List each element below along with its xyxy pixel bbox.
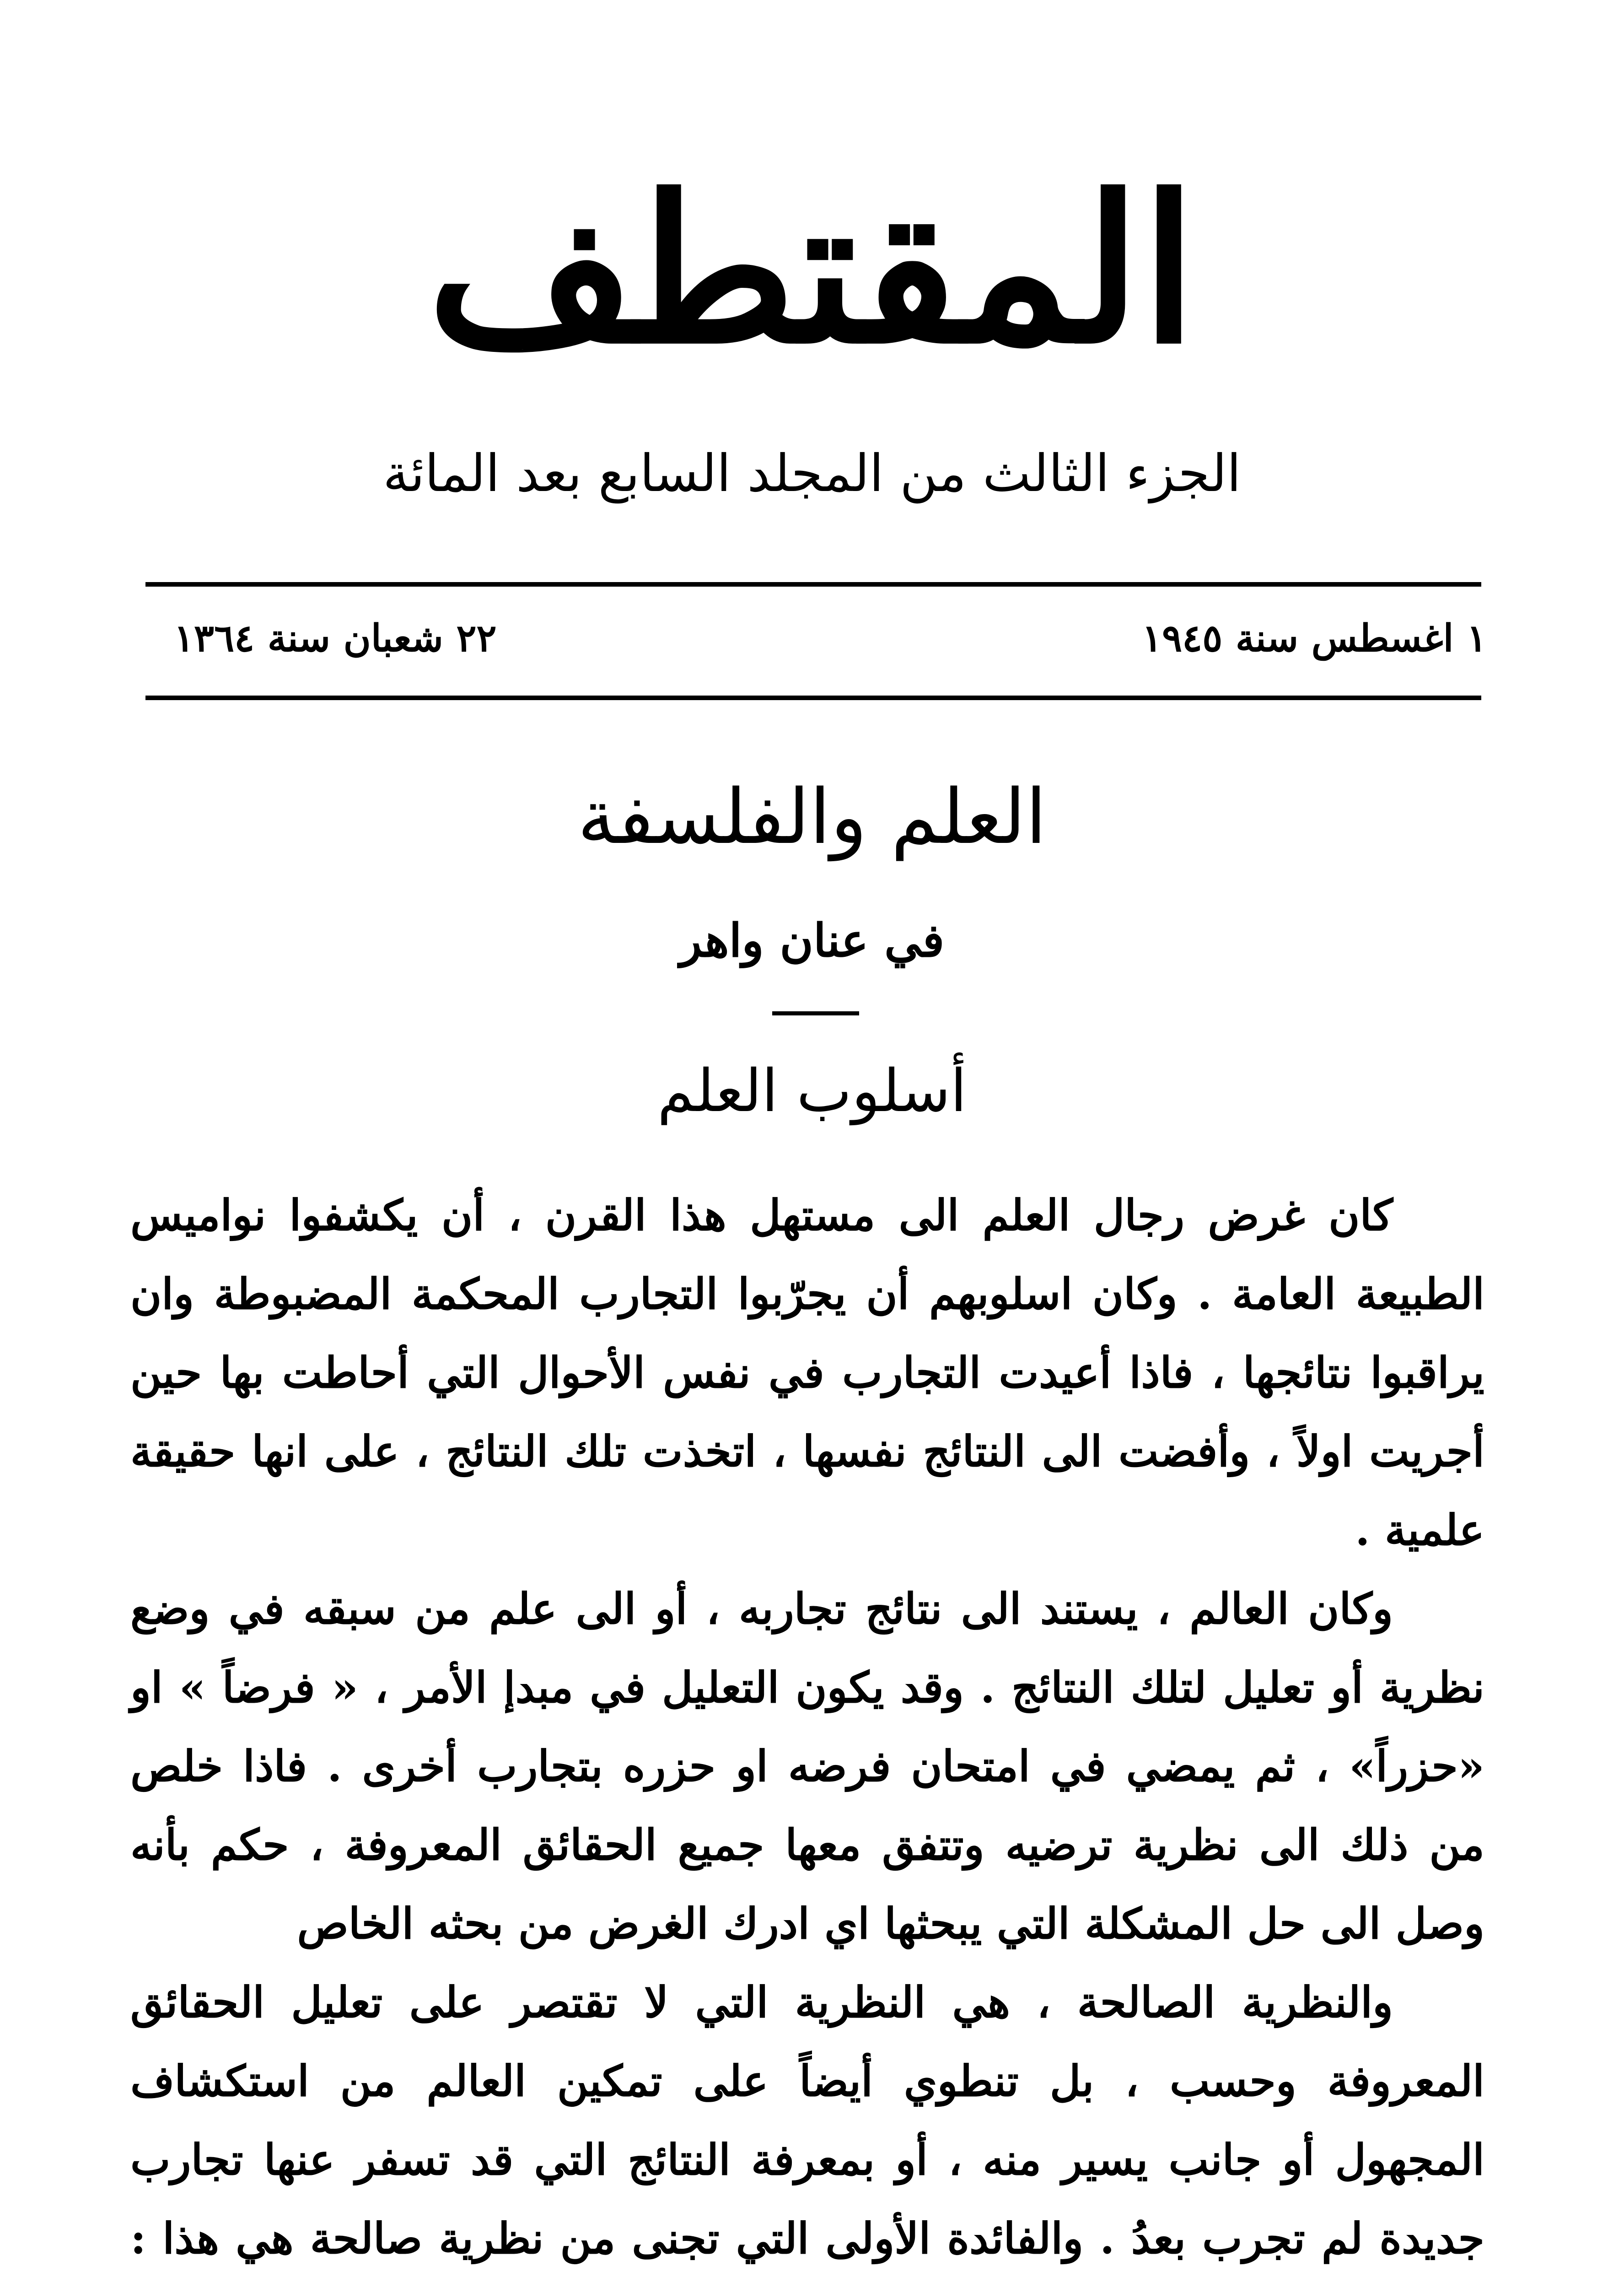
article-body [130, 1176, 1484, 2288]
magazine-masthead: المقتطف [427, 151, 1197, 388]
section-heading: أسلوب العلم [657, 1057, 967, 1125]
header-rule-bottom [145, 696, 1481, 700]
paragraph: والنظرية الصالحة ، هي النظرية التي لا تقتصر على تعليل الحقائق المعروفة وحسب ، بل تنطوي أيضاً على تمكين العالم من استكشاف المجهول أو جانب يسير منه ، أو بمعرفة النتائج التي قد تسفر عنها تجارب جديدة لم تجرب بعدُ . والفائدة الأولى التي تجنى من نظرية صالحة هي هذا : [130, 1977, 1484, 2263]
hijri-date: ٢٢ شعبان سنة ١٣٦٤ [174, 616, 497, 660]
header-rule-top [145, 582, 1481, 587]
article-author: في عنان واهر [679, 913, 945, 967]
gregorian-date: ١ اغسطس سنة ١٩٤٥ [1142, 616, 1487, 660]
paragraph: وكان العالم ، يستند الى نتائج تجاربه ، أو الى علم من سبقه في وضع نظرية أو تعليل لتلك النتائج . وقد يكون التعليل في مبدإ الأمر ، « فرضاً » او «حزراً» ، ثم يمضي في امتحان فرضه او حزره بتجارب أخرى . فاذا خلص من ذلك الى نظرية ترضيه وتتفق معها جميع الحقائق المعروفة ، حكم بأنه وصل الى حل المشكلة التي يبحثها اي ادرك الغرض من بحثه الخاص [130, 1584, 1484, 1948]
paragraph: كان غرض رجال العلم الى مستهل هذا القرن ، أن يكشفوا نواميس الطبيعة العامة . وكان اسلوبهم أن يجرّبوا التجارب المحكمة المضبوطة وان يراقبوا نتائجها ، فاذا أعيدت التجارب في نفس الأحوال التي أحاطت بها حين أجريت اولاً ، وأفضت الى النتائج نفسها ، اتخذت تلك النتائج ، على انها حقيقة علمية . [130, 1190, 1484, 1555]
article-title: العلم والفلسفة [577, 773, 1047, 861]
volume-line: الجزء الثالث من المجلد السابع بعد المائة [383, 444, 1241, 503]
title-divider [772, 1011, 859, 1015]
